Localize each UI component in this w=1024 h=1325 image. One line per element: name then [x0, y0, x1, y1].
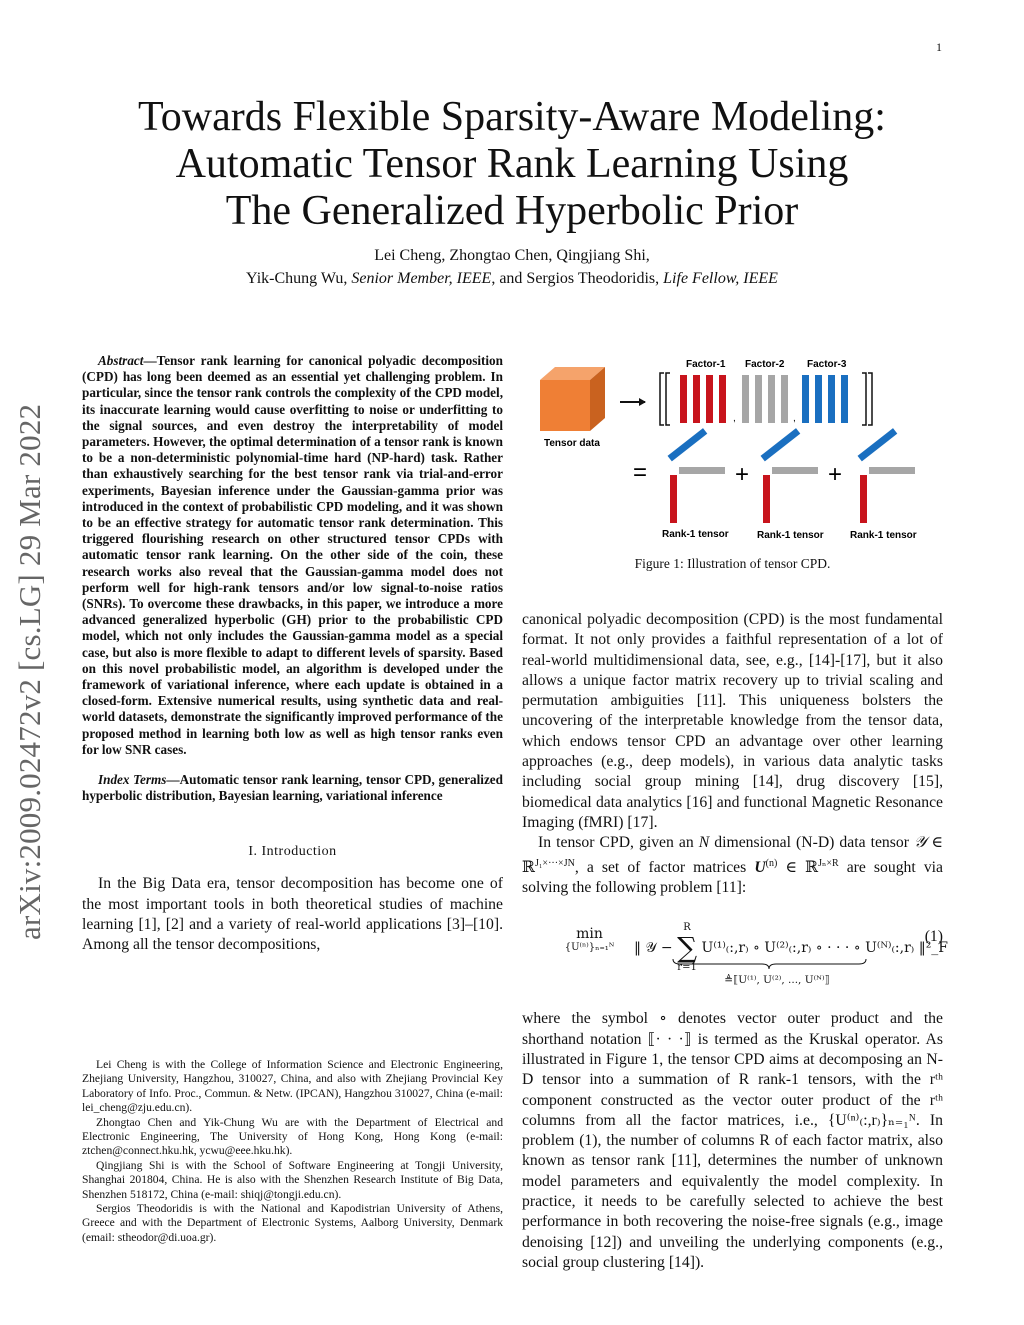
- author-footnotes: [82, 1058, 503, 1245]
- eq-min: min {U⁽ⁿ⁾}ₙ₌₁ᴺ: [564, 926, 615, 954]
- left-column: [82, 353, 503, 956]
- rank1-label: Rank-1 tensor: [662, 529, 729, 540]
- comma: ,: [733, 413, 736, 424]
- eq-kruskal: ≜⟦U⁽¹⁾, U⁽²⁾, ..., U⁽ᴺ⁾⟧: [724, 974, 830, 987]
- author-list: [100, 244, 924, 290]
- rank1-vector-3: [761, 428, 801, 461]
- eq-summation: R ∑ r=1: [677, 922, 698, 974]
- rank1-label: Rank-1 tensor: [757, 530, 824, 541]
- equals-sign: =: [633, 459, 648, 486]
- footnote: Lei Cheng is with the College of Information Science and Electronic Engineering, Zhejiang University, Hangzhou, 310027, China, and also with Zhejiang Provincial Key Laboratory of Info. Proc., Commun. & Netw. (IPCAN), Hangzhou 310027, China (e-mail: lei_cheng@zju.edu.cn).: [82, 1058, 503, 1115]
- right-brackets: [862, 373, 872, 425]
- page-number: 1: [936, 40, 942, 54]
- rank1-vector-1: [860, 475, 867, 523]
- rank-1-tensors: [668, 428, 915, 523]
- factor-column: [828, 375, 835, 423]
- rank1-vector-3: [668, 428, 708, 461]
- footnote: Qingjiang Shi is with the School of Software Engineering at Tongji University, Shanghai 201804, China. He is also with the Shenzhen Research Institute of Big Data, Shenzhen 518172, China (e-mail: shiqj@tongji.edu.cn).: [82, 1158, 503, 1201]
- rank1-vector-2: [679, 467, 725, 474]
- factor-column: [680, 375, 687, 423]
- factor-column: [802, 375, 809, 423]
- title-line: Automatic Tensor Rank Learning Using: [175, 141, 849, 187]
- rank1-vector-2: [869, 467, 915, 474]
- rank1-label: Rank-1 tensor: [850, 530, 917, 541]
- authors-line-1: Lei Cheng, Zhongtao Chen, Qingjiang Shi,: [374, 247, 650, 264]
- comma: ,: [793, 413, 796, 424]
- factor-column: [755, 375, 762, 423]
- plus-sign: +: [735, 461, 750, 488]
- factor-column: [706, 375, 713, 423]
- abstract-label: Abstract: [98, 353, 144, 368]
- paragraph-cpd-format: canonical polyadic decomposition (CPD) is the most fundamental format. It not only provides a faithful representation of a lot of real-world multidimensional data, see, e.g., [14]-[17], but it also allows a unique factor matrix recovery up to trivial scaling and permutation ambiguities [11]. This uniqueness bolsters the uncovering of the interpretable knowledge from the tensor data, which endows tensor CPD an advantage over other learning approaches (e.g., deep models), in various data analytic tasks including social group mining [14], drug discovery [15], biomedical data analytics [16] and functional Magnetic Resonance Imaging (fMRI) [17].: [522, 611, 943, 831]
- equation-1: [522, 908, 949, 1003]
- footnote: Zhongtao Chen and Yik-Chung Wu are with the Department of Electrical and Electronic Engineering, The University of Hong Kong, Hong Kong (e-mail: ztchen@connect.hku.hk, ycwu@eee.hku.hk).: [82, 1115, 503, 1158]
- arrow-head: [639, 398, 646, 406]
- left-brackets: [660, 373, 670, 425]
- plus-sign: +: [828, 461, 843, 488]
- paper-title: [100, 94, 924, 235]
- index-terms-label: Index Terms: [98, 772, 167, 788]
- figure-illustration: [530, 355, 950, 555]
- factor-column: [719, 375, 726, 423]
- factor-label: Factor-1: [686, 359, 726, 370]
- factor-column: [781, 375, 788, 423]
- factor-label: Factor-2: [745, 359, 785, 370]
- tensor-data-label: Tensor data: [544, 438, 600, 449]
- underbrace: [672, 958, 867, 970]
- section-heading-introduction: I. Introduction: [248, 844, 337, 860]
- rank1-vector-1: [670, 475, 677, 523]
- equation-number: (1): [924, 928, 943, 946]
- factor-column: [742, 375, 749, 423]
- tensor-cube: [540, 367, 605, 431]
- abstract-text: —Tensor rank learning for canonical polyadic decomposition (CPD) has long been deemed as an essential yet challenging problem. In particular, since the tensor rank controls the complexity of the CPD model, its inaccurate learning would cause overfitting to noise or underfitting to the signal sources, and even destroy the interpretability of model parameters. However, the optimal determination of a tensor rank is known to be a non-deterministic polynomial-time hard (NP-hard) task. Rather than exhaustively searching for the best tensor rank via trial-and-error experiments, Bayesian inference under the Gaussian-gamma prior was introduced in the context of probabilistic CPD modeling, and it was shown to be an effective strategy for automatic tensor rank determination. This triggered flourishing research on other structured tensor CPDs with automatic tensor rank learning. On the other side of the coin, these research works also reveal that the Gaussian-gamma model does not perform well for high-rank tensors and/or low signal-to-noise ratios (SNRs). To overcome these drawbacks, in this paper, we introduce a more advanced generalized hyperbolic (GH) prior to the probabilistic CPD model, which not only includes the Gaussian-gamma model as a special case, but also is more flexible to adapt to different levels of sparsity. Based on this novel probabilistic model, an algorithm is developed under the framework of variational inference, where each update is obtained in a closed-form. Extensive numerical results, using synthetic data and real-world datasets, demonstrate the significantly improved performance of the proposed method in learning both low as well as high tensor ranks even for low SNR cases.: [82, 353, 503, 757]
- right-column: [522, 610, 949, 1273]
- eq-objective: ‖ 𝒴 − R ∑ r=1 U⁽¹⁾₍:,r₎ ∘ U⁽²⁾₍:,r₎ ∘ · · · ∘ U⁽ᴺ⁾₍:,r₎ ‖²_F: [634, 922, 949, 974]
- index-terms: [82, 772, 503, 804]
- paragraph-kruskal: where the symbol ∘ denotes vector outer product and the shorthand notation ⟦· · ·⟧ is termed as the Kruskal operator. As illustrated in Figure 1, the tensor CPD aims at decomposing an N-D tensor into a summation of R rank-1 tensors, with the rᵗʰ component constructed as the vector outer product of the rᵗʰ columns from all the factor matrices, i.e., {U⁽ⁿ⁾₍:,r₎}ₙ₌₁ᴺ. In problem (1), the number of columns R of each factor matrix, also known as tensor rank [11], determines the number of unknown model parameters and equivalently the model complexity. In practice, it needs to be carefully selected to achieve the best performance in both recovering the noise-free signals (e.g., image denoising [12]) and unveiling the underlying components (e.g., social group clustering [14]).: [522, 1010, 943, 1271]
- factor-label: Factor-3: [807, 359, 847, 370]
- factor-column: [768, 375, 775, 423]
- index-terms-text: —Automatic tensor rank learning, tensor CPD, generalized hyperbolic distribution, Bayesian learning, variational inference: [82, 772, 503, 804]
- title-line: The Generalized Hyperbolic Prior: [225, 188, 799, 234]
- footnote: Sergios Theodoridis is with the National and Kapodistrian University of Athens, Greece and with the Department of Electronic Systems, Aalborg University, Denmark (email: stheodor@di.uoa.gr).: [82, 1202, 503, 1244]
- abstract: [82, 353, 503, 758]
- factor-column: [693, 375, 700, 423]
- rank1-vector-3: [858, 428, 898, 461]
- factor-column: [841, 375, 848, 423]
- figure-tensor-cpd: [530, 355, 950, 585]
- rank1-vector-2: [772, 467, 818, 474]
- rank1-vector-1: [763, 475, 770, 523]
- title-line: Towards Flexible Sparsity-Aware Modeling:: [138, 94, 886, 140]
- paragraph-problem-setup: In tensor CPD, given an N dimensional (N-D) data tensor 𝒴 ∈ ℝ$^{J_1\times\cdot\cdot\cdot\times JN}$, a set of factor matrices $U^{(n)}$ ∈ ℝ$^{J_n\times R}$ are sought via solving the following problem [11]:: [522, 834, 943, 897]
- figure-caption: Figure 1: Illustration of tensor CPD.: [634, 556, 831, 571]
- authors-line-2: Yik-Chung Wu, Senior Member, IEEE, and Sergios Theodoridis, Life Fellow, IEEE: [246, 270, 778, 287]
- arxiv-identifier: arXiv:2009.02472v2 [cs.LG] 29 Mar 2022: [12, 403, 47, 940]
- factor-column: [815, 375, 822, 423]
- factor-matrix-columns: [680, 375, 848, 423]
- intro-paragraph: In the Big Data era, tensor decomposition has become one of the most important tools in both theoretical studies of machine learning [1], [2] and a variety of real-world applications [3]–[10]. Among all the tensor decompositions,: [82, 875, 503, 954]
